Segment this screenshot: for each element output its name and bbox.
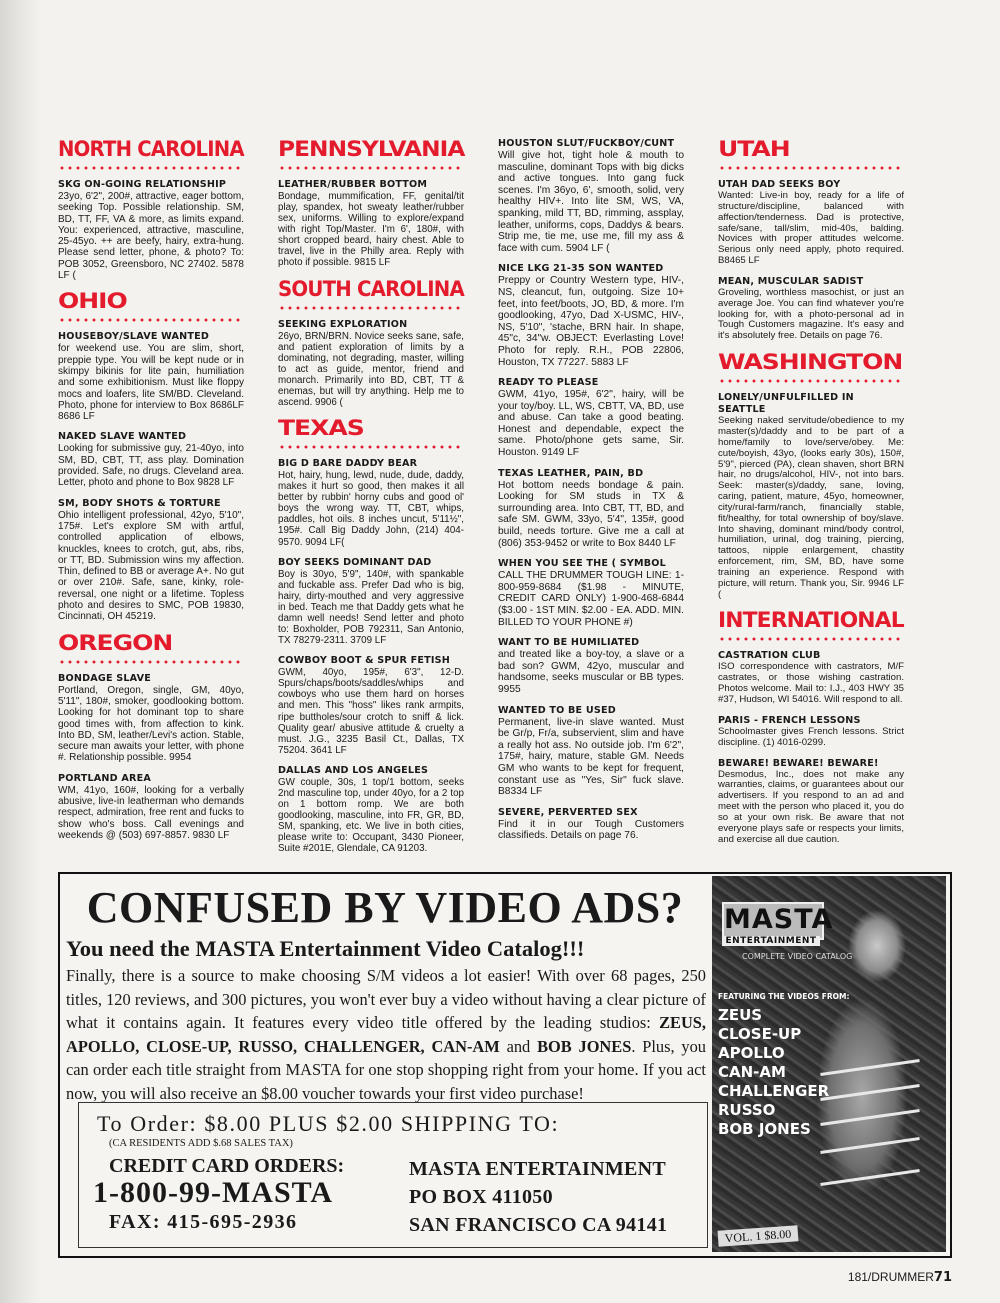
credit-card-label: CREDIT CARD ORDERS: [109, 1155, 345, 1177]
ad-title: BEWARE! BEWARE! BEWARE! [718, 757, 879, 769]
classified-ad [278, 765, 464, 855]
column-1 [58, 138, 244, 850]
catalog-tagline: COMPLETE VIDEO CATALOG [742, 952, 853, 961]
column-3 [498, 138, 684, 851]
ad-title: SEEKING EXPLORATION [278, 318, 408, 330]
ad-title: DALLAS AND LOS ANGELES [278, 764, 429, 776]
issue-label: 181/DRUMMER [847, 1270, 934, 1284]
ad-title: BONDAGE SLAVE [58, 672, 152, 684]
ad-title: PORTLAND AREA [58, 772, 151, 784]
ad-text: ISO correspondence with castrators, M/F castrates, or those wishing castration. Photos welcome. Mail to: I.J., 403 HWY 35 #37, Hudson, WI 54016. Will respond to all. [718, 661, 904, 705]
ad-subhead: You need the MASTA Entertainment Video Catalog!!! [66, 936, 585, 961]
volume-price-tag: VOL. 1 $8.00 [718, 1225, 799, 1247]
featuring-label: FEATURING THE VIDEOS FROM: [718, 992, 850, 1001]
ad-text: Bondage, mummification, FF, genital/tit play, spandex, hot sweaty leather/rubber sex, uniforms. Willing to explore/expand with right Top/Master. I'm 6', 180#, with short cropped beard, hairy chest. Able to travel, live in the Philly area. Reply with photo if possible. 9815 LF [278, 191, 464, 269]
classified-ad [58, 179, 244, 281]
studio-name: CHALLENGER [718, 1082, 830, 1100]
ad-body [66, 964, 706, 1105]
classified-ad [278, 179, 464, 269]
ad-title: NAKED SLAVE WANTED [58, 431, 187, 443]
studio-name: RUSSO [718, 1101, 776, 1119]
classified-ad [718, 650, 904, 705]
ad-text: Wanted: Live-in boy, ready for a life of structure/discipline, balanced with affection/tenderness. Dad is protective, safe/sane, tall/slim, mid-40s, balding. Novices with proper attitudes welcome. Serious only need apply, photo required. B8465 LF [718, 190, 904, 267]
classified-ad [498, 138, 684, 254]
state-dotted-rule [58, 659, 244, 665]
classified-ad [58, 673, 244, 764]
state-heading: PENNSYLVANIA [278, 136, 465, 161]
ad-title: BOY SEEKS DOMINANT DAD [278, 556, 432, 568]
ad-text: Find it in our Tough Customers classifieds. Details on page 76. [498, 818, 684, 842]
ad-text: Boy is 30yo, 5'9", 140#, with spankable and fuckable ass. Prefer Dad who is big, hairy, dirty-mouthed and very aggressive in bed. Teach me that Daddy gets what he damn well needs! Send letter and photo to: Boxholder, POB 792311, San Antonio, TX 78279-2311. 3709 LF [278, 568, 464, 647]
ad-title: SKG ON-GOING RELATIONSHIP [58, 179, 227, 190]
ad-title: PARIS - FRENCH LESSONS [718, 714, 861, 726]
ad-text: Groveling, worthless masochist, or just an average Joe. You can find whatever you're looking for, with a photo-personal ad in Tough Customers magazine. It's easy and it's absolutely free. Details on page 76. [718, 286, 904, 342]
page-number: 71 [933, 1270, 952, 1285]
ad-body-and: and [499, 1036, 538, 1056]
ad-text: Hot bottom needs bondage & pain. Looking for SM studs in TX & surrounding area. Into CBT, TT, BD, and safe SM. GWM, 33yo, 5'4", 135#, good build, needs torture. Give me a call at (806) 353-9452 or write to Box 8440 LF [498, 479, 684, 549]
state-dotted-rule [718, 165, 904, 171]
ad-text: 26yo, BRN/BRN. Novice seeks sane, safe, and patient exploration of limits by a dominating, not degrading, master, willing to act as guide, mentor, friend and monarch. Primarily into BD, CBT, TT & enemas, but will try anything. Help me to ascend. 9906 ( [278, 330, 464, 409]
page-folio [848, 1270, 952, 1285]
ad-text: Permanent, live-in slave wanted. Must be Gr/p, Fr/a, subservient, slim and have a really hot ass. No outside job. I'm 6'2", 175#, hairy, mature, stable GM. Needs GM who wants to be kept for frequent, constant use as "Yes, Sir" fuck slave. B8334 LF [498, 716, 684, 798]
ad-title: WANT TO BE HUMILIATED [498, 637, 640, 649]
ad-body-part-1: Finally, there is a source to make choosing S/M videos a lot easier! With over 68 pages, 250 titles, 120 reviews, and 300 pictures, you won't ever buy a video without having a clear picture of what it contains again. It features every video title offered by the leading studios: [66, 966, 706, 1032]
classified-ad [278, 557, 464, 647]
ad-text: Looking for submissive guy, 21-40yo, into SM, BD, CBT, TT, ass play. Domination provided. Safe, no drugs. Cleveland area. Letter, photo and phone to Box 9828 LF [58, 443, 244, 489]
classified-ad [498, 637, 684, 695]
ad-text: for weekend use. You are slim, short, preppie type. You will be kept nude or in skimpy bikinis for lite pain, humiliation and some exhibitionism. Must like floppy mocs and loafers, lite SM/BD. Cleveland. Photo, phone for interview to Box 8686LF 8686 LF [58, 343, 244, 423]
classified-ad [498, 558, 684, 628]
ad-text: Portland, Oregon, single, GM, 40yo, 5'11", 180#, smoker, goodlooking bottom. Looking for hot dominant top to share good times with, from affection to kink. Into BD, SM, leather/Levi's action. Stable, secure man awaits your letter, with phone #. Relationship possible. 9954 [58, 684, 244, 764]
classified-ad [58, 331, 244, 422]
state-heading: INTERNATIONAL [718, 607, 904, 633]
order-box [78, 1102, 708, 1248]
ad-title: LONELY/UNFULFILLED IN SEATTLE [718, 392, 854, 416]
ad-title: LEATHER/RUBBER BOTTOM [278, 179, 428, 190]
ad-title: SM, BODY SHOTS & TORTURE [58, 497, 221, 509]
classified-ad [498, 468, 684, 550]
tax-note: (CA RESIDENTS ADD $.68 SALES TAX) [109, 1138, 293, 1149]
classified-ad [498, 705, 684, 798]
classified-ad [278, 319, 464, 409]
ad-body-part-2: . Plus, you can order each title straight from MASTA for one stop shopping right from your home. If you act now, you will also receive an $8.00 voucher towards your first video purchase! [66, 1036, 706, 1103]
catalog-cover-image [712, 876, 946, 1252]
ad-title: WHEN YOU SEE THE ( SYMBOL [498, 558, 666, 570]
ad-title: HOUSTON SLUT/FUCKBOY/CUNT [498, 138, 675, 149]
order-line: To Order: $8.00 PLUS $2.00 SHIPPING TO: [97, 1111, 560, 1136]
ad-text: CALL THE DRUMMER TOUGH LINE: 1-800-959-8684 ($1.98 - MINUTE, CREDIT CARD ONLY) 1-900-468-6844 ($3.00 - 1ST MIN. $2.00 - EA. ADD. MIN. BILLED TO YOUR PHONE #) [498, 570, 684, 628]
studio-list [718, 1006, 829, 1139]
ad-text: and treated like a boy-toy, a slave or a bad son? GWM, 42yo, muscular and handsome, seeks muscular or BB types. 9955 [498, 649, 684, 695]
ad-title: MEAN, MUSCULAR SADIST [718, 275, 864, 287]
address-line: PO BOX 411050 [409, 1186, 553, 1208]
classified-ad [58, 431, 244, 488]
page-spine-shadow [0, 0, 42, 1303]
ad-text: GWM, 41yo, 195#, 6'2", hairy, will be your toy/boy. LL, WS, CBTT, VA, BD, use and abuse. Can take a good beating. Honest and dependable, expect the same. Photo/phone gets same, Sir. Houston. 9149 LF [498, 389, 684, 459]
ad-title: SEVERE, PERVERTED SEX [498, 806, 638, 818]
address-line: MASTA ENTERTAINMENT [409, 1158, 667, 1180]
state-heading: SOUTH CAROLINA [278, 275, 464, 301]
order-fax: FAX: 415-695-2936 [109, 1211, 298, 1233]
ad-text: Hot, hairy, hung, lewd, nude, dude, daddy, makes it hurt so good, then makes it all better by rubbin' horny cubs and good ol' boys the wrong way. TT, CBT, whips, paddles, hot oils. 8 inches uncut, 5'11½", 195#. Call Big Daddy John, (214) 404-9570. 9094 LF( [278, 470, 464, 548]
ad-title: CASTRATION CLUB [718, 650, 821, 662]
ad-title: COWBOY BOOT & SPUR FETISH [278, 655, 451, 667]
ad-text: Seeking naked servitude/obedience to my master(s)/daddy and to be part of a home/family to love/serve/obey. Me: cute/boyish, 43yo, (looks early 30s), 150#, 5'9", pierced (PA), clean shaven, short BRN hair, no drugs/alcohol, HIV-, not into bars. Seek: master(s)/daddy, sane, loving, caring, patient, mature, 45yo, homeowner, city/rural-farm/ranch, financially stable, fit/healthy, for total ownership of boy/slave. Into shaving, dominant mind/body control, humiliation, urinal, dog training, piercing, tattoos, nipple enlargement, chastity enforcement, rim, SM, BD, have some training an experience. Respond with picture, will return. Thank you, Sir. 9946 LF ( [718, 415, 904, 600]
state-heading: NORTH CAROLINA [58, 136, 244, 161]
ad-title: BIG D BARE DADDY BEAR [278, 458, 418, 470]
ad-title: NICE LKG 21-35 SON WANTED [498, 263, 664, 275]
masta-logo-sub: ENTERTAINMENT [722, 936, 820, 946]
classified-ad [718, 179, 904, 267]
column-2 [278, 138, 464, 863]
ad-text: Will give hot, tight hole & mouth to masculine, dominant Tops with big dicks and active tongues. Into gang fuck scenes. I'm 36yo, 6', smooth, solid, very healthy HIV+. Into lite SM, WS, VA, spanking, mild TT, BD, rimming, assplay, leather, uniforms, cops, Daddys & bears. Strip me, tie me, use me, fill my ass & face with cum. 5904 LF ( [498, 150, 684, 254]
classified-ad [278, 458, 464, 548]
classified-ad [498, 807, 684, 842]
state-heading: OREGON [58, 629, 173, 655]
ad-headline: CONFUSED BY VIDEO ADS? [86, 883, 684, 932]
ad-text: Desmodus, Inc., does not make any warranties, claims, or guarantees about our advertisers. If you respond to an ad and meet with the person who placed it, you do so at your own risk. Be aware that not everyone plays safe or respects your limits, and exercise all due caution. [718, 768, 904, 845]
state-heading: WASHINGTON [718, 349, 903, 375]
studio-name: ZEUS [718, 1006, 763, 1024]
ad-text: WM, 41yo, 160#, looking for a verbally abusive, live-in leatherman who demands respect, admiration, free rent and fucks to show who's boss. Call evenings and weekends @ (503) 697-8857. 9830 LF [58, 784, 244, 841]
classified-ad [498, 377, 684, 459]
ad-studios: ZEUS, APOLLO, CLOSE-UP, RUSSO, CHALLENGER, CAN-AM [66, 1013, 706, 1056]
studio-name: APOLLO [718, 1044, 785, 1062]
classified-ad [498, 263, 684, 368]
state-heading: TEXAS [278, 415, 364, 441]
ad-title: WANTED TO BE USED [498, 704, 616, 716]
state-dotted-rule [58, 317, 244, 323]
classified-ad [718, 715, 904, 749]
state-dotted-rule [718, 378, 904, 384]
address-line: SAN FRANCISCO CA 94141 [409, 1214, 668, 1236]
state-dotted-rule [58, 165, 244, 171]
classified-ad [58, 498, 244, 623]
masta-logo: MASTA [722, 902, 824, 940]
masta-video-catalog-ad [58, 872, 952, 1258]
ad-text: GWM, 40yo, 195#, 6'3", 12-D. Spurs/chaps/boots/saddles/whips and cowboys who use them hard on horses and men. This "hoss" likes rank armpits, ripe buttholes/sour crotch to sniff & lick. Quality gear/ abusive attitude & cruelty a must. J.G., 3235 Basil Ct., Dallas, TX 75204. 3641 LF [278, 667, 464, 756]
studio-name: CAN-AM [718, 1063, 786, 1081]
state-dotted-rule [278, 305, 464, 311]
ad-title: READY TO PLEASE [498, 377, 599, 389]
classified-ad [718, 758, 904, 846]
column-4 [718, 138, 904, 854]
ad-text: Schoolmaster gives French lessons. Strict discipline. (1) 4016-0299. [718, 725, 904, 748]
state-dotted-rule [278, 444, 464, 450]
state-dotted-rule [718, 636, 904, 642]
studio-name: CLOSE-UP [718, 1025, 802, 1043]
classified-ad [718, 276, 904, 342]
classified-ad [718, 392, 904, 600]
state-heading: OHIO [58, 288, 127, 314]
ad-text: Ohio intelligent professional, 42yo, 5'10", 175#. Let's explore SM with artful, controlled application of elbows, knuckles, knees to crotch, gut, abs, ribs, or TT, BD. Submission wins my affection. Thin, defined to BB or average A+. No gut or over 210#. Safe, sane, kinky, role-reversal, one night or a lifetime. Topless photo and desires to SMC, POB 19830, Cincinnati, OH 45219. [58, 509, 244, 623]
ad-studio-last: BOB JONES [537, 1036, 632, 1056]
ad-title: TEXAS LEATHER, PAIN, BD [498, 467, 644, 479]
classified-ad [278, 655, 464, 756]
ad-text: 23yo, 6'2", 200#, attractive, eager bottom, seeking Top. Possible relationship. SM, BD, TT, FF, VA & more, as limits expand. You: experienced, attractive, masculine, 25-45yo. ++ are beefy, hairy, extra-hung. Please send letter, phone, & photo? To: POB 3052, Greensboro, NC 27402. 5878 LF ( [58, 191, 244, 282]
studio-name: BOB JONES [718, 1120, 811, 1138]
order-phone: 1-800-99-MASTA [93, 1176, 334, 1209]
classified-ad [58, 773, 244, 841]
ad-title: HOUSEBOY/SLAVE WANTED [58, 331, 209, 343]
ad-text: GW couple, 30s, 1 top/1 bottom, seeks 2nd masculine top, under 40yo, for a 2 top on 1 bottom romp. We are both goodlooking, masculine, into FR, GR, BD, SM, spanking, etc. We live in both cities, please write to: Occupant, 3430 Pioneer, Suite #201E, Glendale, CA 91203. [278, 776, 464, 855]
ad-text: Preppy or Country Western type, HIV-, NS, cleancut, fun, outgoing. Size 10+ feet, into feet/boots, JO, BD, & more. I'm goodlooking, 47yo, Dad X-USMC, HIV-, NS, 5'10", 'stache, BRN hair. In shape, 45"c, 34"w. OBJECT: Everlasting Love! Photo for reply. R.H., POB 22806, Houston, TX 77227. 5883 LF [498, 275, 684, 368]
ad-title: UTAH DAD SEEKS BOY [718, 179, 841, 190]
state-dotted-rule [278, 165, 464, 171]
mailing-address [409, 1155, 667, 1239]
state-heading: UTAH [718, 136, 790, 161]
